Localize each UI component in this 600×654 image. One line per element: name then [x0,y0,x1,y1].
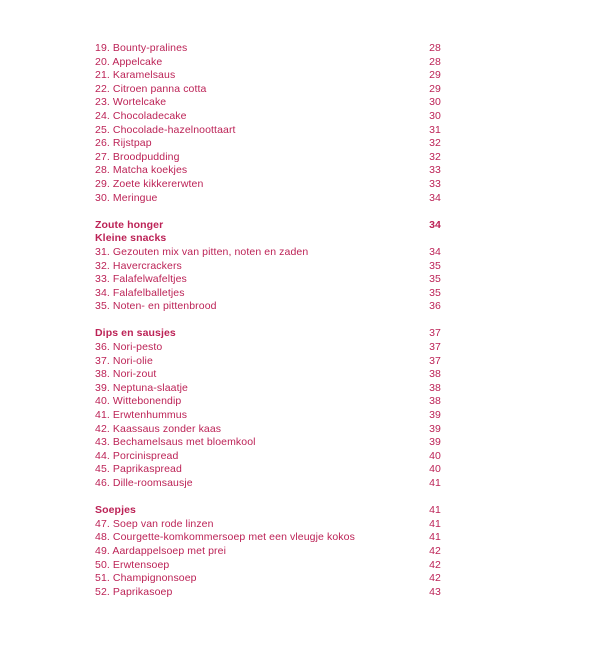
toc-row [95,151,441,165]
toc-section-subheader [95,232,441,246]
toc-entry-label: 31. Gezouten mix van pitten, noten en zaden [95,245,309,258]
toc-entry-page: 31 [429,123,441,136]
toc-entry-label: 45. Paprikaspread [95,463,182,476]
toc-entry-label: 22. Citroen panna cotta [95,82,207,95]
toc-row [95,287,441,301]
toc-entry-page: 42 [429,572,441,585]
toc-entry-label: 35. Noten- en pittenbrood [95,300,217,313]
toc-entry-page: 42 [429,544,441,557]
toc-entry-label: 28. Matcha koekjes [95,164,188,177]
toc-entry-label: 27. Broodpudding [95,150,180,163]
toc-entry-label: 23. Wortelcake [95,96,167,109]
toc-row [95,545,441,559]
toc-entry-label: 44. Porcinispread [95,449,179,462]
toc-row [95,463,441,477]
toc-section-header [95,327,441,341]
toc-entry-label: 40. Wittebonendip [95,395,182,408]
toc-row [95,69,441,83]
toc-section-title: Dips en sausjes [95,327,176,340]
toc-row [95,355,441,369]
toc-row [95,137,441,151]
toc-row [95,164,441,178]
toc-entry-label: 29. Zoete kikkererwten [95,177,204,190]
toc-row [95,110,441,124]
toc-entry-page: 40 [429,449,441,462]
toc-entry-label: 51. Champignonsoep [95,572,197,585]
toc-row [95,56,441,70]
toc-row [95,436,441,450]
toc-row [95,83,441,97]
toc-entry-label: 24. Chocoladecake [95,109,187,122]
toc-entry-label: 32. Havercrackers [95,259,182,272]
toc-row [95,477,441,491]
toc-row [95,300,441,314]
toc-entry-page: 39 [429,409,441,422]
toc-entry-page: 41 [429,477,441,489]
toc-row [95,124,441,138]
toc-entry-page: 38 [429,368,441,381]
toc-entry-label: 42. Kaassaus zonder kaas [95,422,222,435]
toc-entry-label: 49. Aardappelsoep met prei [95,544,227,557]
toc-row [95,395,441,409]
toc-entry-page: 42 [429,558,441,571]
toc-entry-label: 50. Erwtensoep [95,558,170,571]
toc-entry-page: 34 [429,191,441,204]
toc-row [95,246,441,260]
toc-entry-page: 28 [429,55,441,68]
toc-section-header [95,219,441,233]
toc-row [95,96,441,110]
toc-entry-page: 30 [429,96,441,109]
toc-entry-page: 35 [429,259,441,272]
toc-entry-label: 26. Rijstpap [95,137,152,150]
toc-row [95,382,441,396]
toc-entry-label: 39. Neptuna-slaatje [95,381,188,394]
toc-row [95,450,441,464]
toc-entry-label: 43. Bechamelsaus met bloemkool [95,436,256,449]
toc-entry-page: 38 [429,381,441,394]
toc-entry-page: 30 [429,109,441,122]
toc-entry-label: 36. Nori-pesto [95,341,163,354]
toc-entry-label: 20. Appelcake [95,55,163,68]
toc-row [95,42,441,56]
toc-entry-page: 41 [429,517,441,530]
toc-entry-page: 34 [429,245,441,258]
toc-entry-page: 32 [429,137,441,150]
toc-entry-label: 46. Dille-roomsausje [95,477,193,489]
toc-entry-page: 37 [429,354,441,367]
toc-section-title: Kleine snacks [95,232,167,245]
toc-row [95,409,441,423]
toc-entry-label: 19. Bounty-pralines [95,42,188,54]
toc-row [95,518,441,532]
toc-section-title: Soepjes [95,504,136,517]
toc-section-header [95,504,441,518]
toc-entry-page: 39 [429,422,441,435]
toc-row [95,531,441,545]
toc-entry-label: 41. Erwtenhummus [95,409,188,422]
toc-row [95,368,441,382]
toc-entry-label: 37. Nori-olie [95,354,153,367]
toc-entry-label: 25. Chocolade-hazelnoottaart [95,123,236,136]
toc-entry-label: 33. Falafelwafeltjes [95,273,187,286]
toc-entry-label: 34. Falafelballetjes [95,286,185,299]
toc-row [95,178,441,192]
toc-row [95,273,441,287]
toc-row [95,260,441,274]
toc-entry-page: 41 [429,531,441,544]
toc-row [95,423,441,437]
toc-row [95,192,441,206]
toc-entry-label: 38. Nori-zout [95,368,157,381]
table-of-contents [95,42,441,599]
toc-entry-label: 47. Soep van rode linzen [95,517,214,530]
toc-section-title: Zoute honger [95,218,164,231]
toc-entry-page: 35 [429,286,441,299]
toc-entry-page: 33 [429,164,441,177]
toc-section-page: 41 [429,504,441,517]
toc-entry-page: 39 [429,436,441,449]
toc-entry-page: 38 [429,395,441,408]
toc-section-page: 37 [429,327,441,340]
toc-entry-page: 29 [429,69,441,82]
toc-entry-page: 28 [429,42,441,54]
toc-section-page: 34 [429,218,441,231]
toc-entry-page: 37 [429,341,441,354]
toc-entry-page: 33 [429,177,441,190]
toc-entry-label: 48. Courgette-komkommersoep met een vleugje kokos [95,531,355,544]
toc-entry-page: 36 [429,300,441,313]
toc-entry-page: 40 [429,463,441,476]
toc-entry-page: 29 [429,82,441,95]
toc-row [95,559,441,573]
toc-row [95,586,441,600]
toc-entry-label: 30. Meringue [95,191,158,204]
toc-row [95,572,441,586]
toc-entry-page: 43 [429,585,441,598]
toc-entry-label: 52. Paprikasoep [95,585,173,598]
toc-entry-label: 21. Karamelsaus [95,69,176,82]
toc-entry-page: 32 [429,150,441,163]
toc-entry-page: 35 [429,273,441,286]
toc-row [95,341,441,355]
